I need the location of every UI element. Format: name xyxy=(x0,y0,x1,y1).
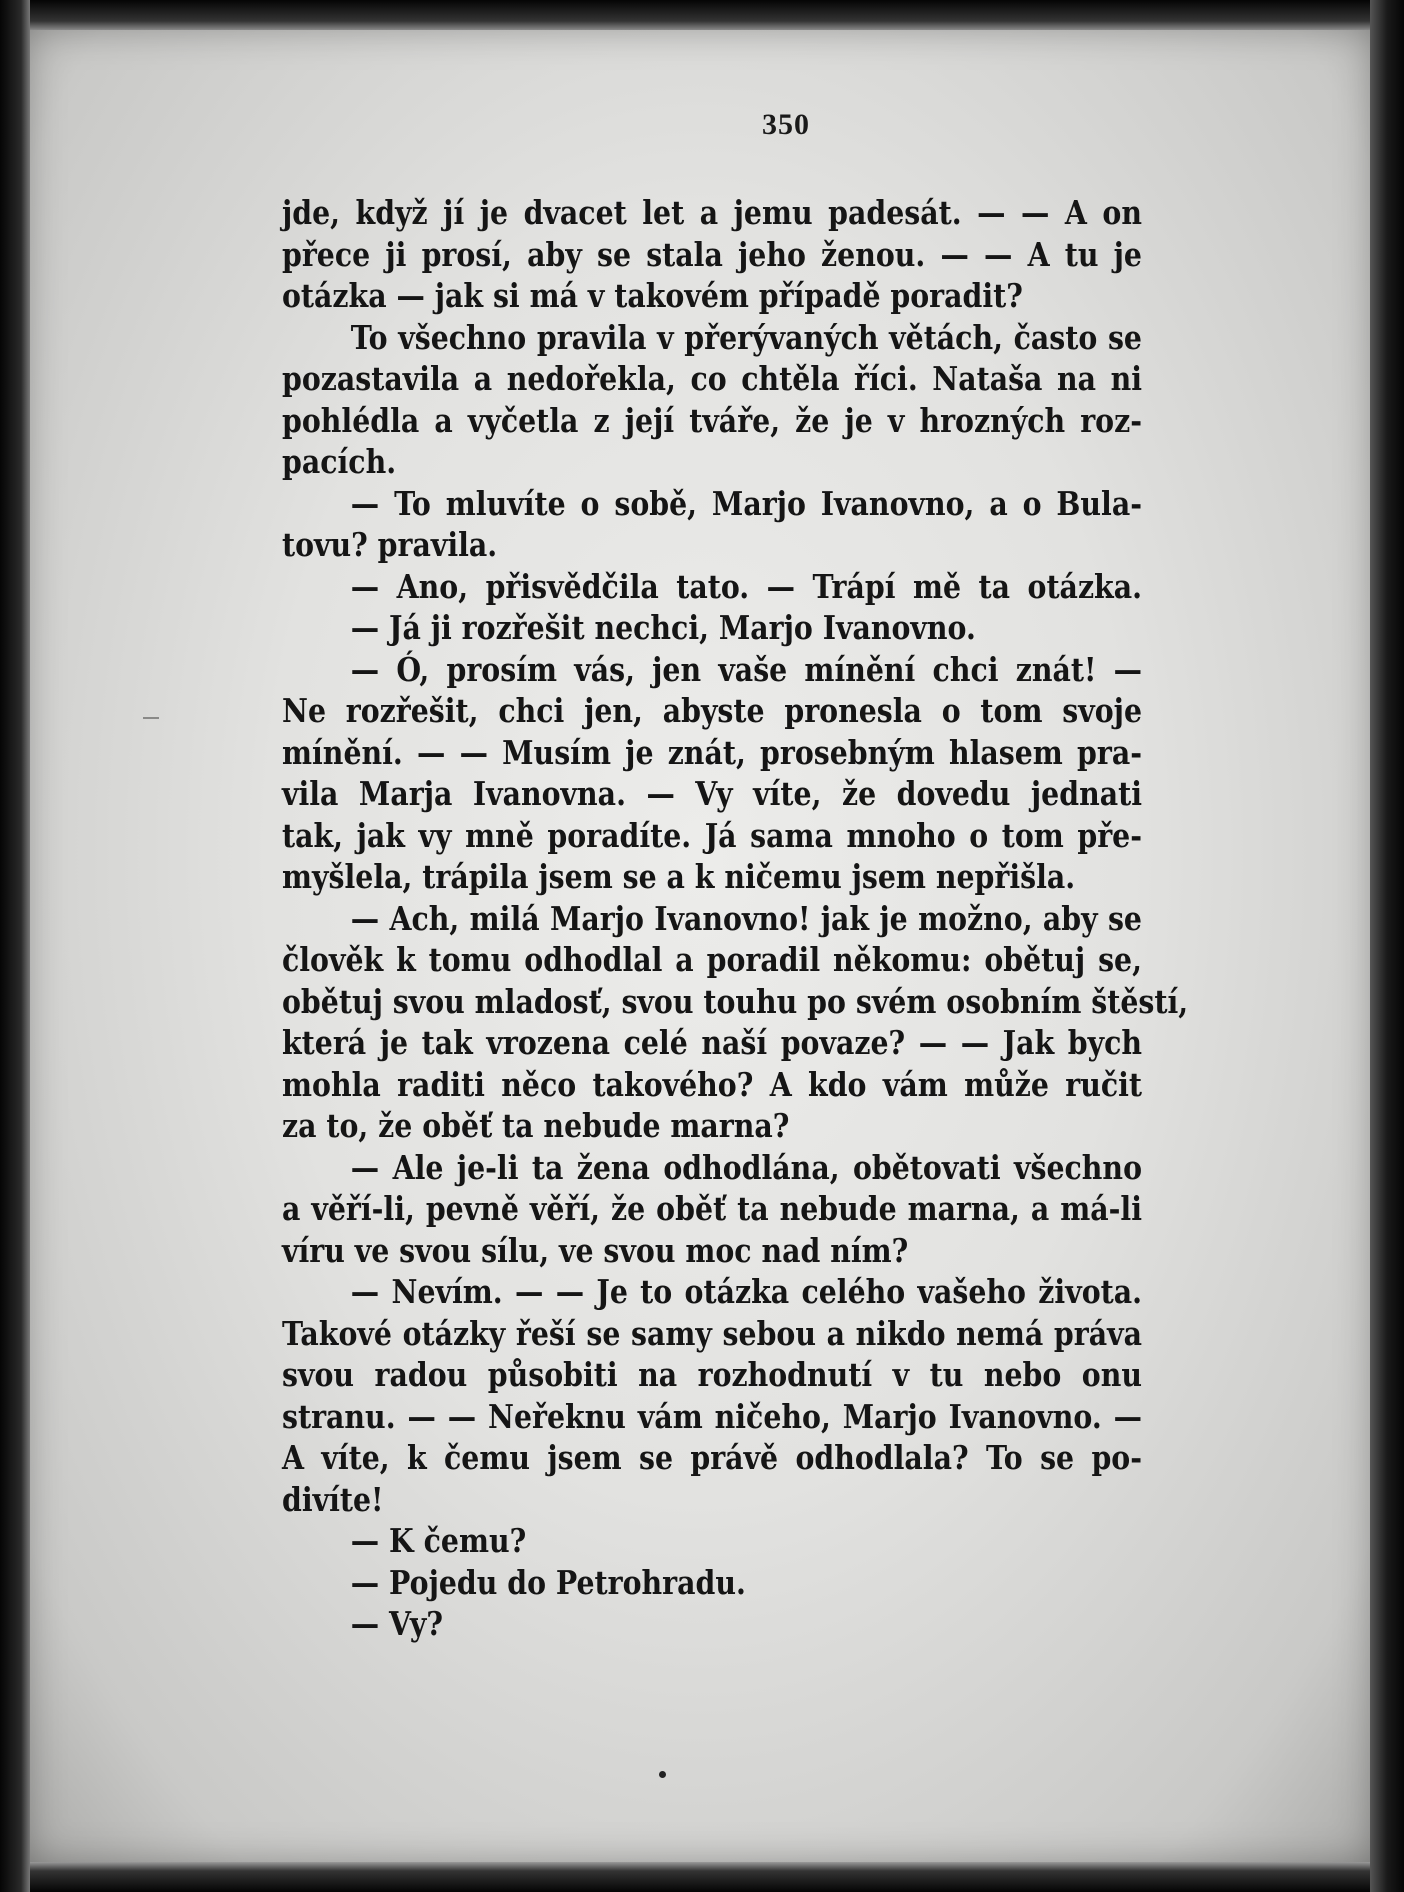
text-line: — Nevím. — — Je to otázka celého vašeho života. xyxy=(350,1272,1142,1311)
body-text xyxy=(282,192,1189,1645)
text-line: — Pojedu do Petrohradu. xyxy=(350,1562,746,1602)
text-line: divíte! xyxy=(282,1479,384,1519)
text-line: — Ó, prosím vás, jen vaše mínění chci znát! — xyxy=(350,649,1142,689)
text-line: mínění. — — Musím je znát, prosebným hlasem pra- xyxy=(282,732,1142,772)
text-line: To všechno pravila v přerývaných větách, často se xyxy=(350,317,1142,357)
text-line: — Ano, přisvědčila tato. — Trápí mě ta otázka. xyxy=(350,566,1142,606)
text-line: — K čemu? xyxy=(350,1521,527,1560)
scan-edge-right xyxy=(1370,0,1404,1892)
scan-edge-top xyxy=(0,0,1404,30)
text-line: víru ve svou sílu, ve svou moc nad ním? xyxy=(282,1230,909,1270)
text-line: A víte, k čemu jsem se právě odhodlala? To se po- xyxy=(282,1438,1142,1477)
text-line: Takové otázky řeší se samy sebou a nikdo nemá práva xyxy=(282,1313,1142,1353)
text-line: obětuj svou mladosť, svou touhu po svém osobním štěstí, xyxy=(282,981,1189,1021)
text-line: — Vy? xyxy=(350,1604,444,1643)
text-line: tak, jak vy mně poradíte. Já sama mnoho o tom pře- xyxy=(282,815,1142,855)
page-number: 350 xyxy=(762,108,810,141)
scan-edge-left xyxy=(0,0,30,1892)
text-line: přece ji prosí, aby se stala jeho ženou. — — A tu je xyxy=(282,234,1142,274)
text-line: — Já ji rozřešit nechci, Marjo Ivanovno. xyxy=(350,608,976,647)
text-line: která je tak vrozena celé naší povaze? — — Jak bych xyxy=(282,1023,1142,1062)
text-line: pozastavila a nedořekla, co chtěla říci. Nataša na ni xyxy=(282,359,1142,398)
text-line: svou radou působiti na rozhodnutí v tu nebo onu xyxy=(282,1355,1142,1394)
text-line: člověk k tomu odhodlal a poradil někomu: obětuj se, xyxy=(282,940,1142,979)
scan-edge-bottom xyxy=(0,1862,1404,1892)
text-line: otázka — jak si má v takovém případě poradit? xyxy=(282,276,1023,315)
text-line: pohlédla a vyčetla z její tváře, že je v hrozných roz- xyxy=(282,400,1142,440)
text-line: myšlela, trápila jsem se a k ničemu jsem nepřišla. xyxy=(282,857,1076,896)
text-line: stranu. — — Neřeknu vám ničeho, Marjo Ivanovno. — xyxy=(282,1396,1142,1436)
scan-mark xyxy=(143,717,159,719)
text-line: — To mluvíte o sobě, Marjo Ivanovno, a o Bula- xyxy=(350,483,1142,523)
text-line: vila Marja Ivanovna. — Vy víte, že dovedu jednati xyxy=(282,774,1142,813)
text-line: pacích. xyxy=(282,442,397,481)
text-line: — Ale je-li ta žena odhodlána, obětovati všechno xyxy=(350,1147,1142,1187)
text-line: mohla raditi něco takového? A kdo vám může ručit xyxy=(282,1064,1142,1104)
ink-speck xyxy=(659,1771,666,1778)
text-line: — Ach, milá Marjo Ivanovno! jak je možno, aby se xyxy=(350,898,1142,938)
text-line: za to, že oběť ta nebude marna? xyxy=(282,1106,790,1145)
text-line: tovu? pravila. xyxy=(282,525,498,564)
text-line: jde, když jí je dvacet let a jemu padesát. — — A on xyxy=(282,193,1142,232)
text-line: Ne rozřešit, chci jen, abyste pronesla o tom svoje xyxy=(282,691,1142,730)
text-line: a věří-li, pevně věří, že oběť ta nebude marna, a má-li xyxy=(282,1189,1142,1228)
